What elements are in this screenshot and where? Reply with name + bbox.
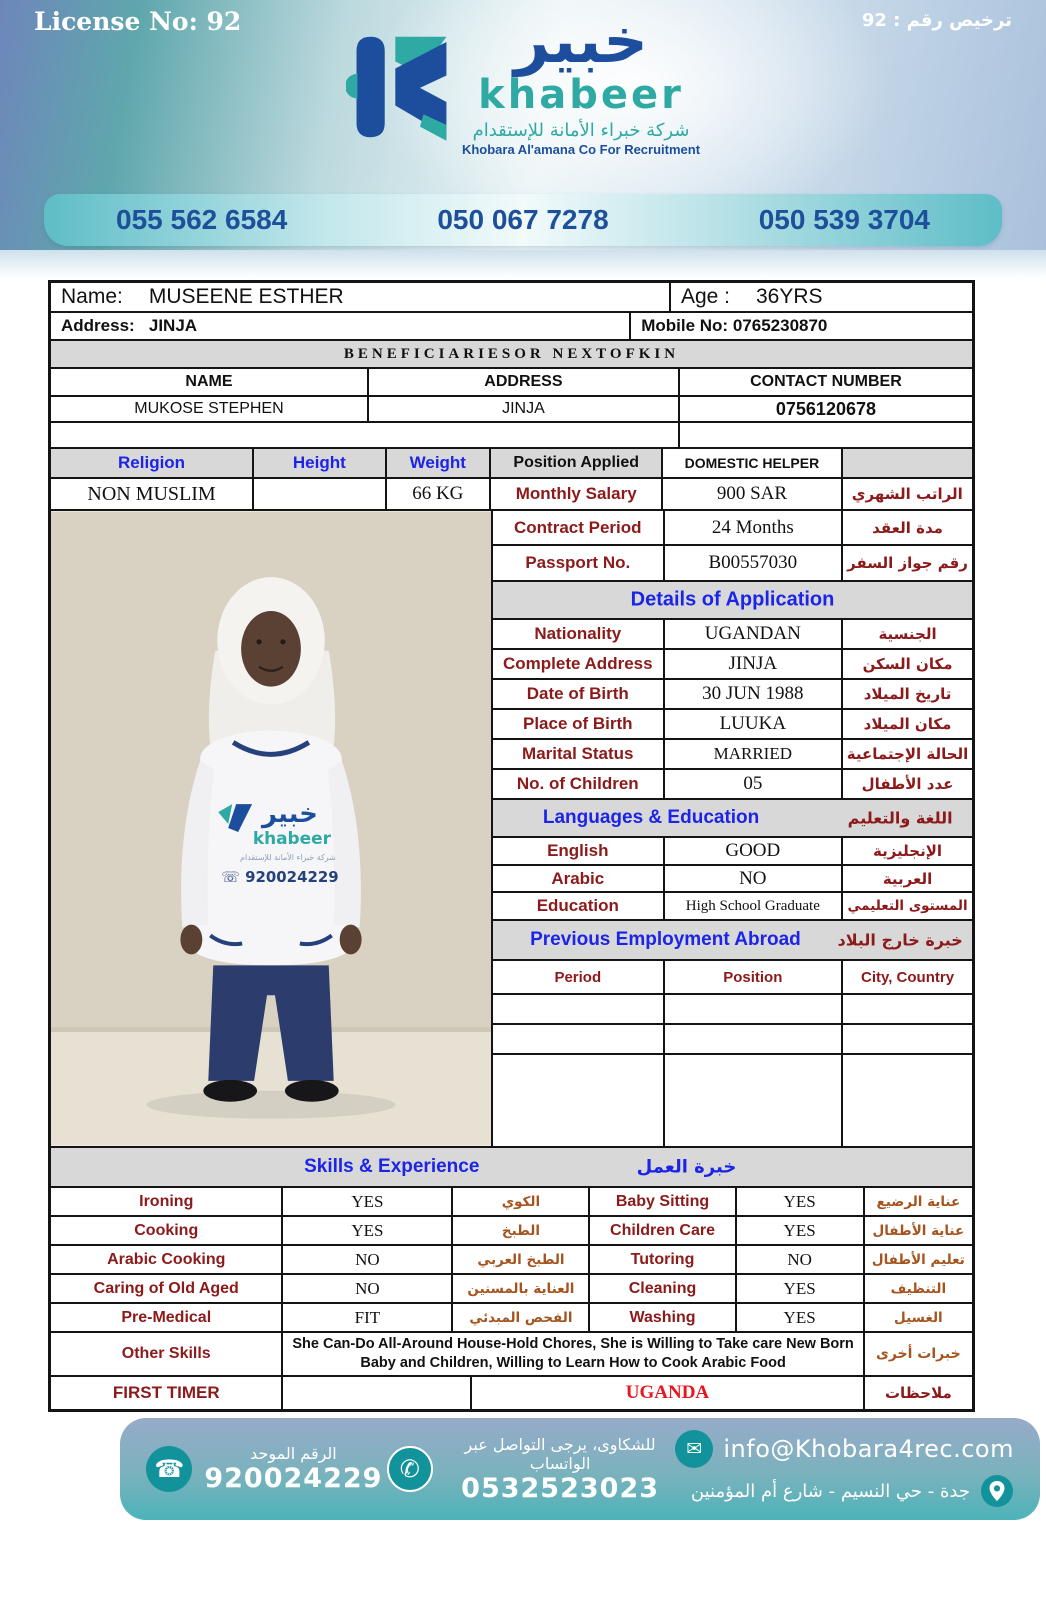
- empty-cell: [680, 423, 972, 447]
- languages-education-header: [493, 800, 972, 838]
- empty-cell: [283, 1377, 472, 1409]
- name-field: [51, 283, 671, 311]
- location-icon: [980, 1474, 1014, 1508]
- skill-arabic: عناية الرضيع: [876, 1193, 961, 1210]
- english-row: [493, 838, 972, 866]
- beneficiaries-data-row: [51, 397, 972, 423]
- complete-address-value: JINJA: [665, 650, 844, 678]
- position-header: Position: [665, 961, 844, 993]
- office-address-value: جدة - حي النسيم - شارع أم المؤمنين: [690, 1480, 970, 1502]
- email-icon: ✉: [675, 1430, 713, 1468]
- skill-arabic: عناية الأطفال: [872, 1222, 965, 1239]
- arabic-row: [493, 866, 972, 893]
- candidate-data-table: [48, 280, 975, 1412]
- details-title: Details of Application: [630, 588, 835, 611]
- name-age-row: [51, 283, 972, 313]
- skill-label: Tutoring: [590, 1246, 736, 1273]
- candidate-photo-illustration: [51, 511, 491, 1146]
- photo-application-section: [51, 511, 972, 1148]
- skill-arabic: الغسيل: [894, 1309, 943, 1326]
- date-of-birth-row: [493, 680, 972, 710]
- period-header: Period: [493, 961, 665, 993]
- khabeer-logo-icon: [346, 24, 450, 150]
- kin-name-value: MUKOSE STEPHEN: [51, 397, 369, 421]
- logo-english-name: khabeer: [478, 72, 684, 119]
- contract-period-row: [493, 511, 972, 546]
- skill-value: YES: [283, 1188, 453, 1215]
- empty-cell: [493, 1055, 665, 1146]
- candidate-photo: [51, 511, 493, 1146]
- empty-cell: [665, 1025, 844, 1053]
- khabeer-logo: [346, 4, 701, 158]
- place-of-birth-label: Place of Birth: [493, 710, 665, 738]
- empty-cell: [493, 995, 665, 1023]
- marital-status-value: MARRIED: [665, 740, 844, 768]
- date-of-birth-value: 30 JUN 1988: [665, 680, 844, 708]
- skill-value: FIT: [283, 1304, 453, 1331]
- marital-status-label: Marital Status: [493, 740, 665, 768]
- monthly-salary-arabic: الراتب الشهري: [851, 485, 963, 503]
- date-of-birth-label: Date of Birth: [493, 680, 665, 708]
- phone-number-3: 050 539 3704: [758, 204, 930, 235]
- skill-row-premedical-washing: [51, 1304, 972, 1333]
- phone-number-1: 055 562 6584: [116, 204, 288, 235]
- skill-label: Arabic Cooking: [51, 1246, 283, 1273]
- skill-row-ironing-babysitting: [51, 1188, 972, 1217]
- skill-label: Ironing: [51, 1188, 283, 1215]
- nationality-value: UGANDAN: [665, 620, 844, 648]
- skill-row-arabiccooking-tutoring: [51, 1246, 972, 1275]
- skill-label: Caring of Old Aged: [51, 1275, 283, 1302]
- arabic-arabic: العربية: [882, 869, 933, 888]
- weight-header: Weight: [387, 449, 492, 477]
- other-skills-row: [51, 1333, 972, 1377]
- kin-name-header: NAME: [51, 369, 369, 395]
- place-of-birth-arabic: مكان الميلاد: [863, 715, 952, 733]
- phone-numbers-band: [44, 194, 1002, 246]
- employment-empty-row: [493, 1055, 972, 1146]
- mobile-label: Mobile No:: [641, 316, 729, 335]
- phone-icon: ☎: [146, 1446, 192, 1492]
- skill-value: NO: [283, 1275, 453, 1302]
- unified-number-label: الرقم الموحد: [250, 1444, 337, 1463]
- logo-tagline-english: Khobara Al'amana Co For Recruitment: [461, 142, 701, 158]
- skill-value: YES: [737, 1217, 865, 1244]
- application-panel: [493, 511, 972, 1146]
- phone-number-2: 050 067 7278: [437, 204, 609, 235]
- children-label: No. of Children: [493, 770, 665, 798]
- empty-row: [51, 423, 972, 449]
- svg-text:شركة خبراء الأمانة للإستقدام: شركة خبراء الأمانة للإستقدام: [240, 852, 336, 862]
- unified-number-value: 920024229: [204, 1463, 383, 1494]
- first-timer-row: [51, 1377, 972, 1409]
- skill-label: Cleaning: [590, 1275, 736, 1302]
- complete-address-label: Complete Address: [493, 650, 665, 678]
- education-value: High School Graduate: [665, 893, 844, 919]
- license-number-right-arabic: ترخيص رقم : 92: [861, 10, 1012, 31]
- empty-cell: [51, 423, 680, 447]
- skill-label: Washing: [590, 1304, 736, 1331]
- skills-header-row: [51, 1148, 972, 1188]
- passport-arabic: رقم جواز السفر: [847, 554, 968, 572]
- arabic-label: Arabic: [493, 866, 665, 891]
- skill-row-cooking-childrencare: [51, 1217, 972, 1246]
- religion-header: Religion: [51, 449, 254, 477]
- name-label: Name:: [61, 285, 123, 308]
- age-field: [671, 283, 972, 311]
- arabic-value: NO: [665, 866, 844, 891]
- english-value: GOOD: [665, 838, 844, 864]
- employment-title-english: Previous Employment Abroad: [530, 929, 801, 950]
- employment-empty-row: [493, 1025, 972, 1055]
- education-arabic: المستوى التعليمي: [847, 898, 968, 914]
- license-number-left: License No: 92: [34, 7, 242, 36]
- empty-cell: [665, 1055, 844, 1146]
- place-of-birth-value: LUUKA: [665, 710, 844, 738]
- kin-contact-value: 0756120678: [775, 398, 876, 419]
- previous-employment-header: [493, 921, 972, 961]
- children-arabic: عدد الأطفال: [861, 775, 954, 793]
- education-label: Education: [493, 893, 665, 919]
- details-of-application-header: [493, 582, 972, 620]
- beneficiaries-title-row: [51, 341, 972, 369]
- monthly-salary-value: 900 SAR: [663, 479, 842, 509]
- education-row: [493, 893, 972, 921]
- skill-arabic: الطبخ: [453, 1217, 590, 1244]
- beneficiaries-header-row: [51, 369, 972, 397]
- whatsapp-number-value: 0532523023: [461, 1472, 660, 1504]
- nationality-row: [493, 620, 972, 650]
- languages-title-arabic: اللغة والتعليم: [847, 808, 953, 828]
- skill-value: YES: [737, 1188, 865, 1215]
- logo-wordmark: [461, 4, 701, 158]
- skill-arabic: العناية بالمسنين: [453, 1275, 590, 1302]
- unified-number-group: [142, 1444, 387, 1494]
- age-label: Age :: [680, 285, 730, 308]
- skill-label: Cooking: [51, 1217, 283, 1244]
- address-label: Address:: [61, 316, 135, 335]
- english-label: English: [493, 838, 665, 864]
- kin-address-header: ADDRESS: [369, 369, 680, 395]
- first-timer-label: FIRST TIMER: [51, 1377, 283, 1409]
- skill-value: YES: [283, 1217, 453, 1244]
- country-value: UGANDA: [472, 1377, 864, 1409]
- svg-text:خبير: خبير: [261, 799, 318, 830]
- age-value: 36YRS: [756, 285, 823, 308]
- skill-value: YES: [737, 1275, 865, 1302]
- height-header: Height: [254, 449, 386, 477]
- weight-value: 66 KG: [387, 479, 492, 509]
- date-of-birth-arabic: تاريخ الميلاد: [863, 685, 952, 703]
- skill-label: Pre-Medical: [51, 1304, 283, 1331]
- skill-value: NO: [737, 1246, 865, 1273]
- skills-title-arabic: خبرة العمل: [636, 1156, 737, 1178]
- religion-value: NON MUSLIM: [51, 479, 254, 509]
- employment-title-arabic: خبرة خارج البلاد: [837, 930, 963, 950]
- contract-period-value: 24 Months: [665, 511, 844, 544]
- height-value: [254, 479, 386, 509]
- employment-empty-row: [493, 995, 972, 1025]
- skill-arabic: الطبخ العربي: [453, 1246, 590, 1273]
- skill-value: NO: [283, 1246, 453, 1273]
- email-value: info@Khobara4rec.com: [723, 1435, 1014, 1463]
- attributes-header-row: [51, 449, 972, 479]
- empty-cell: [843, 995, 972, 1023]
- passport-row: [493, 546, 972, 582]
- english-arabic: الإنجليزية: [873, 842, 943, 860]
- svg-text:☏ 920024229: ☏ 920024229: [221, 867, 339, 886]
- notes-arabic: ملاحظات: [884, 1384, 952, 1402]
- children-row: [493, 770, 972, 800]
- place-of-birth-row: [493, 710, 972, 740]
- passport-value: B00557030: [665, 546, 844, 580]
- attributes-values-row: [51, 479, 972, 511]
- empty-cell: [843, 1055, 972, 1146]
- logo-arabic-name: خبير: [514, 4, 648, 77]
- skill-arabic: الفحص المبدئي: [453, 1304, 590, 1331]
- whatsapp-icon: ✆: [387, 1446, 433, 1492]
- kin-address-value: JINJA: [369, 397, 680, 421]
- logo-tagline-arabic: شركة خبراء الأمانة للإستقدام: [472, 120, 690, 142]
- contract-period-label: Contract Period: [493, 511, 665, 544]
- children-value: 05: [665, 770, 844, 798]
- nationality-arabic: الجنسية: [878, 625, 937, 643]
- skill-arabic: التنظيف: [890, 1280, 947, 1297]
- city-country-header: City, Country: [861, 968, 955, 986]
- address-value: JINJA: [148, 316, 198, 335]
- empty-cell: [493, 1025, 665, 1053]
- skill-label: Baby Sitting: [590, 1188, 736, 1215]
- complete-address-arabic: مكان السكن: [862, 655, 953, 673]
- address-mobile-row: [51, 313, 972, 341]
- position-applied-header: Position Applied: [491, 449, 663, 477]
- position-applied-value: DOMESTIC HELPER: [663, 449, 842, 477]
- svg-text:khabeer: khabeer: [252, 827, 331, 848]
- employment-columns-row: [493, 961, 972, 995]
- whatsapp-group: [387, 1435, 676, 1504]
- skills-title-english: Skills & Experience: [304, 1156, 480, 1177]
- skill-arabic: الكوي: [453, 1188, 590, 1215]
- header-fade: [0, 250, 1046, 278]
- mobile-field: [631, 313, 972, 339]
- monthly-salary-label: Monthly Salary: [491, 479, 663, 509]
- address-field: [51, 313, 631, 339]
- contact-footer: [120, 1418, 1040, 1520]
- marital-status-row: [493, 740, 972, 770]
- contract-period-arabic: مدة العقد: [872, 518, 943, 537]
- nationality-label: Nationality: [493, 620, 665, 648]
- kin-contact-header: CONTACT NUMBER: [750, 373, 902, 390]
- empty-cell: [665, 995, 844, 1023]
- complete-address-row: [493, 650, 972, 680]
- passport-label: Passport No.: [493, 546, 665, 580]
- empty-cell: [843, 1025, 972, 1053]
- skill-row-oldaged-cleaning: [51, 1275, 972, 1304]
- skill-label: Children Care: [590, 1217, 736, 1244]
- email-address-group: [675, 1430, 1018, 1508]
- empty-cell: [843, 449, 972, 477]
- name-value: MUSEENE ESTHER: [148, 285, 344, 308]
- other-skills-label: Other Skills: [51, 1333, 283, 1375]
- mobile-value: 0765230870: [732, 316, 828, 335]
- header-banner: [0, 0, 1046, 250]
- languages-title-english: Languages & Education: [542, 807, 760, 828]
- beneficiaries-title: BENEFICIARIESOR NEXTOFKIN: [51, 341, 972, 367]
- other-skills-text: She Can-Do All-Around House-Hold Chores, She is Willing to Take care New Born Baby and Children, Willing to Learn How to Cook Arabic Food: [283, 1333, 864, 1375]
- marital-status-arabic: الحالة الإجتماعية: [846, 745, 969, 763]
- complaints-label: للشكاوى، يرجى التواصل عبر الواتساب: [464, 1434, 656, 1473]
- skill-value: YES: [737, 1304, 865, 1331]
- skill-arabic: تعليم الأطفال: [871, 1251, 965, 1268]
- other-skills-arabic: خبرات أخرى: [876, 1346, 961, 1362]
